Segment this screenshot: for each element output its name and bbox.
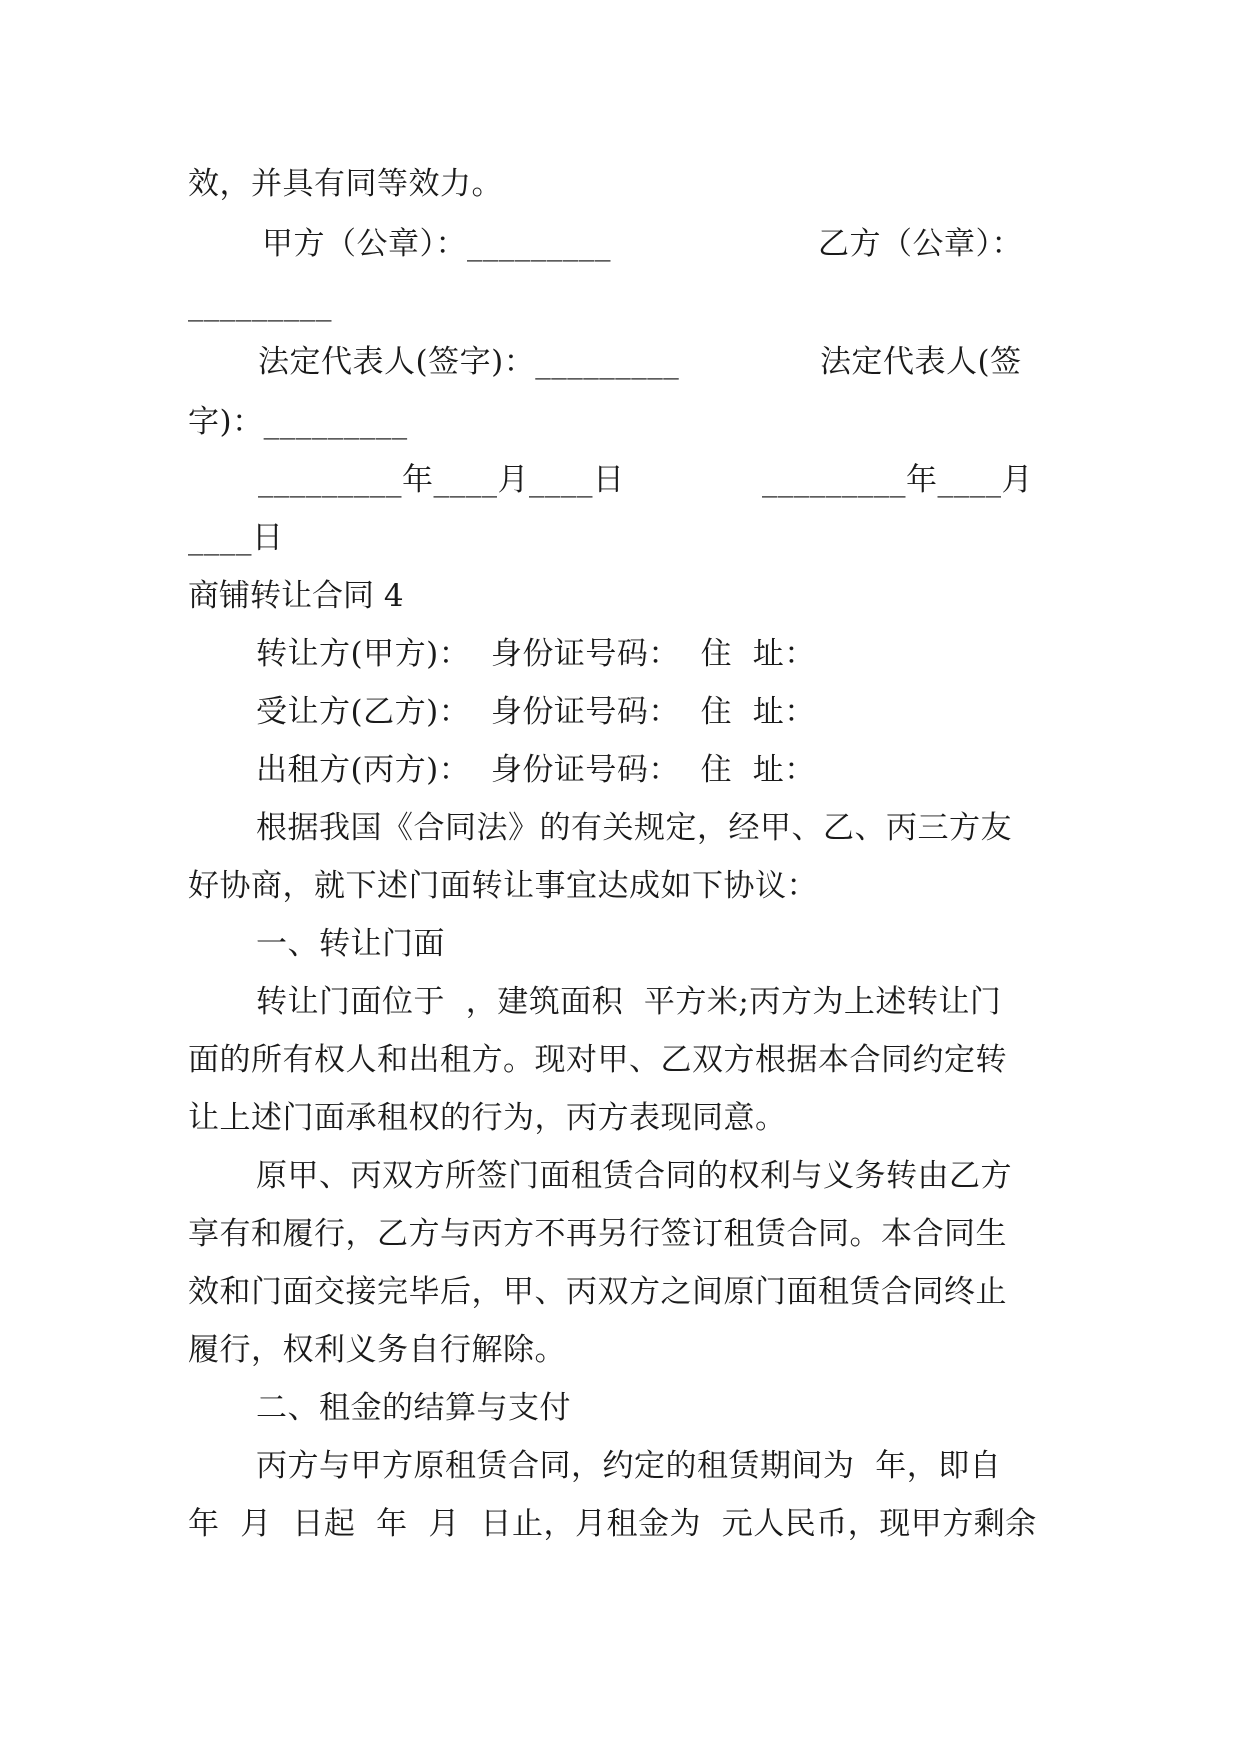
paragraph-line: 丙方与甲方原租赁合同，约定的租赁期间为 年，即自 bbox=[256, 1448, 1002, 1484]
transferee-info: 受让方(乙方)： 身份证号码： 住 址： bbox=[256, 694, 816, 730]
paragraph-line: 让上述门面承租权的行为，丙方表现同意。 bbox=[188, 1100, 787, 1136]
lessor-info: 出租方(丙方)： 身份证号码： 住 址： bbox=[256, 752, 816, 788]
paragraph-line: 效和门面交接完毕后，甲、丙双方之间原门面租赁合同终止 bbox=[188, 1274, 1007, 1310]
paragraph-line: 好协商，就下述门面转让事宜达成如下协议： bbox=[188, 868, 818, 904]
paragraph-line: 享有和履行，乙方与丙方不再另行签订租赁合同。本合同生 bbox=[188, 1216, 1007, 1252]
paragraph-line: 根据我国《合同法》的有关规定，经甲、乙、丙三方友 bbox=[256, 810, 1012, 846]
paragraph-line: 转让门面位于 ，建筑面积 平方米;丙方为上述转让门 bbox=[256, 984, 1002, 1020]
party-b-representative: 法定代表人(签 bbox=[820, 344, 1022, 380]
text-line: _________ bbox=[188, 286, 332, 322]
party-a-date: _________年____月____日 bbox=[258, 462, 625, 498]
party-b-date: _________年____月 bbox=[762, 462, 1033, 498]
text-line: ____日 bbox=[188, 520, 284, 556]
party-a-representative: 法定代表人(签字)：_________ bbox=[258, 344, 680, 380]
text-line: 效，并具有同等效力。 bbox=[188, 166, 503, 202]
paragraph-line: 原甲、丙双方所签门面租赁合同的权利与义务转由乙方 bbox=[256, 1158, 1012, 1194]
paragraph-line: 年 月 日起 年 月 日止，月租金为 元人民币，现甲方剩余 bbox=[188, 1506, 1037, 1542]
section-heading: 一、转让门面 bbox=[256, 926, 445, 962]
contract-title: 商铺转让合同 4 bbox=[188, 578, 404, 614]
transferor-info: 转让方(甲方)： 身份证号码： 住 址： bbox=[256, 636, 816, 672]
text-line: 字)：_________ bbox=[188, 404, 408, 440]
section-heading: 二、租金的结算与支付 bbox=[256, 1390, 571, 1426]
party-a-seal: 甲方（公章）：_________ bbox=[262, 226, 611, 262]
paragraph-line: 面的所有权人和出租方。现对甲、乙双方根据本合同约定转 bbox=[188, 1042, 1007, 1078]
party-b-seal: 乙方（公章）： bbox=[818, 226, 1023, 262]
paragraph-line: 履行，权利义务自行解除。 bbox=[188, 1332, 566, 1368]
